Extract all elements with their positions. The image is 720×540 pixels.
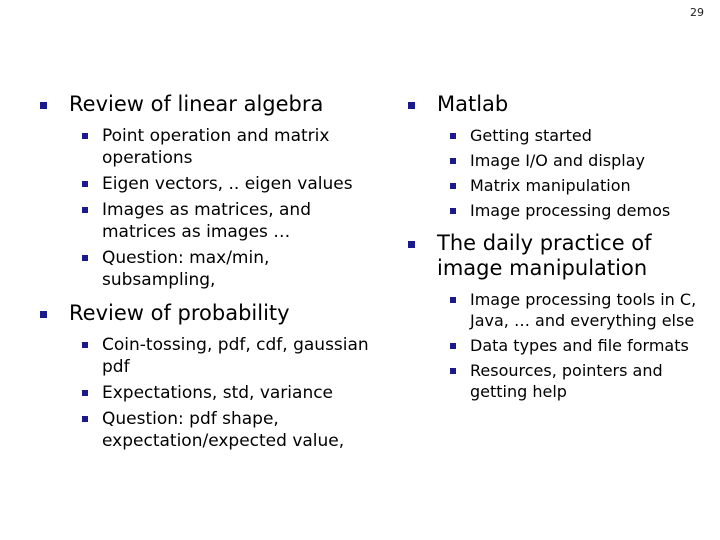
section-title — [40, 301, 380, 326]
list-item-text: Image processing demos — [470, 201, 671, 220]
page-number: 29 — [690, 6, 704, 19]
list-item — [69, 173, 380, 195]
square-bullet-icon — [40, 311, 47, 318]
square-bullet-icon — [82, 133, 88, 139]
square-bullet-icon — [450, 158, 456, 164]
list-item — [437, 200, 708, 221]
bullet-list — [40, 125, 380, 291]
bullet-list — [408, 289, 708, 402]
list-item-text: Resources, pointers and getting help — [470, 361, 663, 401]
list-item — [69, 408, 380, 452]
list-item-text: Question: pdf shape, expectation/expected value, — [102, 409, 345, 451]
square-bullet-icon — [82, 181, 88, 187]
square-bullet-icon — [82, 255, 88, 261]
list-item — [437, 360, 708, 402]
square-bullet-icon — [408, 102, 415, 109]
square-bullet-icon — [82, 207, 88, 213]
list-item — [437, 335, 708, 356]
bullet-list — [408, 125, 708, 221]
list-item-text: Image processing tools in C, Java, … and everything else — [470, 290, 697, 330]
list-item — [437, 175, 708, 196]
square-bullet-icon — [450, 133, 456, 139]
list-item-text: Images as matrices, and matrices as images … — [102, 200, 311, 242]
square-bullet-icon — [408, 241, 415, 248]
section-title-text: Matlab — [437, 92, 509, 116]
section-title-text: Review of probability — [69, 301, 290, 325]
list-item-text: Expectations, std, variance — [102, 383, 334, 403]
list-item-text: Matrix manipulation — [470, 176, 631, 195]
list-item-text: Data types and file formats — [470, 336, 689, 355]
list-item — [69, 247, 380, 291]
list-item — [437, 150, 708, 171]
bullet-list — [40, 334, 380, 452]
square-bullet-icon — [450, 208, 456, 214]
list-item-text: Coin-tossing, pdf, cdf, gaussian pdf — [102, 335, 369, 377]
list-item-text: Eigen vectors, .. eigen values — [102, 174, 353, 194]
section-linear-algebra — [40, 92, 380, 291]
list-item — [69, 125, 380, 169]
left-column — [40, 92, 380, 462]
section-probability — [40, 301, 380, 452]
section-matlab — [408, 92, 708, 221]
square-bullet-icon — [450, 297, 456, 303]
list-item — [69, 199, 380, 243]
right-column — [408, 92, 708, 412]
section-title — [40, 92, 380, 117]
list-item-text: Question: max/min, subsampling, — [102, 248, 270, 290]
square-bullet-icon — [450, 183, 456, 189]
section-title-text: The daily practice of image manipulation — [437, 231, 652, 280]
square-bullet-icon — [450, 368, 456, 374]
square-bullet-icon — [40, 102, 47, 109]
list-item — [437, 125, 708, 146]
list-item — [69, 334, 380, 378]
list-item-text: Getting started — [470, 126, 592, 145]
section-title — [408, 92, 708, 117]
section-title-text: Review of linear algebra — [69, 92, 324, 116]
list-item — [69, 382, 380, 404]
square-bullet-icon — [82, 342, 88, 348]
square-bullet-icon — [82, 416, 88, 422]
list-item-text: Point operation and matrix operations — [102, 126, 330, 168]
square-bullet-icon — [82, 390, 88, 396]
section-daily-practice — [408, 231, 708, 402]
square-bullet-icon — [450, 343, 456, 349]
list-item-text: Image I/O and display — [470, 151, 645, 170]
section-title — [408, 231, 708, 281]
list-item — [437, 289, 708, 331]
